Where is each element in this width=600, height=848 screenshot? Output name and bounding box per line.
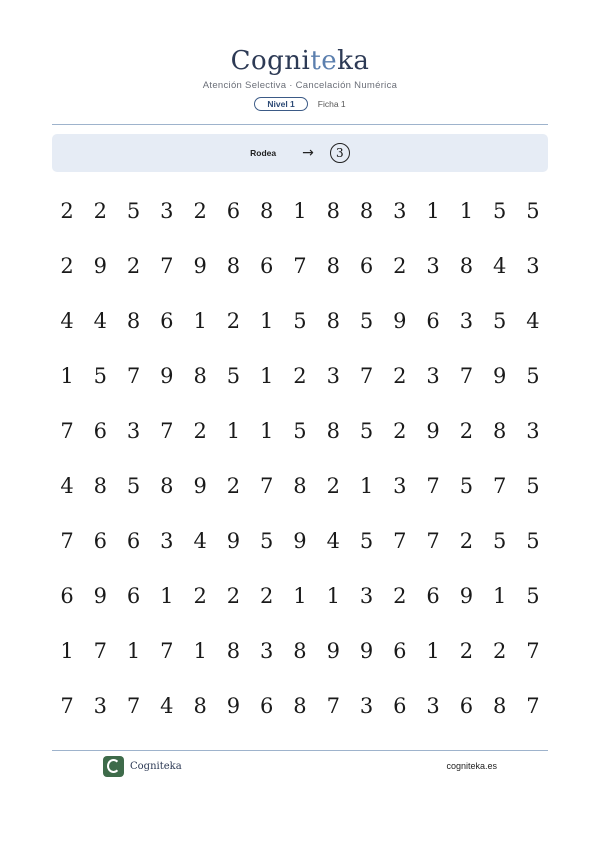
grid-digit[interactable]: 1 <box>293 199 307 223</box>
grid-digit[interactable]: 9 <box>326 639 340 663</box>
grid-digit[interactable]: 8 <box>93 474 107 498</box>
grid-digit[interactable]: 7 <box>60 694 74 718</box>
grid-digit[interactable]: 6 <box>126 529 141 553</box>
grid-digit[interactable]: 2 <box>459 419 474 443</box>
grid-digit[interactable]: 8 <box>293 694 307 718</box>
grid-digit[interactable]: 2 <box>226 584 241 608</box>
grid-digit[interactable]: 6 <box>459 694 474 718</box>
grid-digit[interactable]: 2 <box>260 584 274 608</box>
grid-digit[interactable]: 1 <box>60 639 74 663</box>
grid-digit[interactable]: 1 <box>293 584 307 608</box>
grid-digit[interactable]: 7 <box>260 474 274 498</box>
grid-digit[interactable]: 3 <box>126 419 141 443</box>
grid-digit[interactable]: 9 <box>193 474 207 498</box>
grid-digit[interactable]: 7 <box>160 419 174 443</box>
footer-url[interactable]: cogniteka.es <box>446 761 497 771</box>
grid-digit[interactable]: 9 <box>93 584 107 608</box>
grid-digit[interactable]: 6 <box>93 419 107 443</box>
grid-digit[interactable]: 2 <box>193 199 207 223</box>
grid-digit[interactable]: 4 <box>193 529 207 553</box>
level-badge: Nivel 1 <box>254 97 307 111</box>
grid-digit[interactable]: 9 <box>459 584 474 608</box>
grid-digit[interactable]: 8 <box>226 639 241 663</box>
arrow-right-icon: → <box>302 145 314 161</box>
grid-digit[interactable]: 9 <box>426 419 440 443</box>
grid-digit[interactable]: 4 <box>160 694 174 718</box>
grid-digit[interactable]: 2 <box>93 199 107 223</box>
grid-digit[interactable]: 5 <box>526 584 540 608</box>
grid-digit[interactable]: 5 <box>93 364 107 388</box>
grid-digit[interactable]: 5 <box>126 474 141 498</box>
grid-digit[interactable]: 3 <box>426 364 440 388</box>
grid-digit[interactable]: 6 <box>359 254 374 278</box>
sheet-label: Ficha 1 <box>317 99 346 109</box>
grid-row <box>52 572 548 627</box>
grid-digit[interactable]: 2 <box>193 584 207 608</box>
grid-digit[interactable]: 5 <box>359 419 374 443</box>
grid-digit[interactable]: 9 <box>226 694 241 718</box>
grid-digit[interactable]: 8 <box>160 474 174 498</box>
grid-digit[interactable]: 2 <box>226 309 241 333</box>
brand-title <box>0 46 600 76</box>
grid-digit[interactable]: 8 <box>359 199 374 223</box>
grid-digit[interactable]: 7 <box>326 694 340 718</box>
footer <box>103 753 503 779</box>
grid-digit[interactable]: 3 <box>160 199 174 223</box>
grid-digit[interactable]: 2 <box>326 474 340 498</box>
grid-digit[interactable]: 6 <box>426 309 440 333</box>
grid-digit[interactable]: 1 <box>160 584 174 608</box>
grid-digit[interactable]: 1 <box>260 309 274 333</box>
grid-row <box>52 352 548 407</box>
grid-digit[interactable]: 3 <box>359 584 374 608</box>
grid-digit[interactable]: 5 <box>359 309 374 333</box>
grid-digit[interactable]: 6 <box>126 584 141 608</box>
grid-digit[interactable]: 8 <box>326 254 340 278</box>
grid-digit[interactable]: 1 <box>193 309 207 333</box>
grid-digit[interactable]: 3 <box>160 529 174 553</box>
grid-digit[interactable]: 4 <box>60 309 74 333</box>
grid-digit[interactable]: 1 <box>459 199 474 223</box>
logo-icon <box>103 756 124 777</box>
grid-digit[interactable]: 4 <box>326 529 340 553</box>
grid-digit[interactable]: 1 <box>359 474 374 498</box>
grid-digit[interactable]: 6 <box>426 584 440 608</box>
grid-digit[interactable]: 7 <box>293 254 307 278</box>
grid-digit[interactable]: 2 <box>393 419 407 443</box>
grid-digit[interactable]: 9 <box>193 254 207 278</box>
grid-digit[interactable]: 3 <box>526 254 540 278</box>
grid-digit[interactable]: 2 <box>126 254 141 278</box>
grid-digit[interactable]: 1 <box>260 419 274 443</box>
grid-digit[interactable]: 1 <box>126 639 141 663</box>
grid-digit[interactable]: 6 <box>60 584 74 608</box>
grid-digit[interactable]: 8 <box>326 419 340 443</box>
grid-digit[interactable]: 7 <box>160 254 174 278</box>
grid-digit[interactable]: 5 <box>226 364 241 388</box>
bottom-divider <box>52 750 548 751</box>
grid-digit[interactable]: 8 <box>459 254 474 278</box>
grid-digit[interactable]: 3 <box>359 694 374 718</box>
grid-digit[interactable]: 2 <box>193 419 207 443</box>
grid-digit[interactable]: 2 <box>492 639 507 663</box>
grid-digit[interactable]: 6 <box>260 254 274 278</box>
grid-digit[interactable]: 1 <box>260 364 274 388</box>
grid-digit[interactable]: 5 <box>260 529 274 553</box>
grid-digit[interactable]: 8 <box>293 639 307 663</box>
grid-row <box>52 187 548 242</box>
instruction-label: Rodea <box>250 148 277 158</box>
footer-brand: Cogniteka <box>130 760 182 772</box>
grid-digit[interactable]: 6 <box>393 694 407 718</box>
grid-digit[interactable]: 5 <box>359 529 374 553</box>
grid-digit[interactable]: 8 <box>326 309 340 333</box>
grid-digit[interactable]: 2 <box>459 529 474 553</box>
grid-row <box>52 407 548 462</box>
grid-digit[interactable]: 5 <box>526 199 540 223</box>
grid-digit[interactable]: 8 <box>293 474 307 498</box>
grid-row <box>52 682 548 737</box>
grid-row <box>52 462 548 517</box>
grid-digit[interactable]: 5 <box>492 199 507 223</box>
grid-digit[interactable]: 4 <box>60 474 74 498</box>
grid-digit[interactable]: 1 <box>426 639 440 663</box>
digit-grid <box>52 187 548 737</box>
grid-digit[interactable]: 2 <box>393 254 407 278</box>
grid-digit[interactable]: 1 <box>60 364 74 388</box>
grid-digit[interactable]: 2 <box>393 584 407 608</box>
grid-digit[interactable]: 1 <box>226 419 241 443</box>
grid-digit[interactable]: 7 <box>492 474 507 498</box>
grid-digit[interactable]: 7 <box>426 529 440 553</box>
grid-digit[interactable]: 1 <box>326 584 340 608</box>
grid-digit[interactable]: 7 <box>459 364 474 388</box>
tagline <box>0 97 600 111</box>
grid-digit[interactable]: 2 <box>393 364 407 388</box>
grid-digit[interactable]: 8 <box>492 694 507 718</box>
grid-digit[interactable]: 6 <box>93 529 107 553</box>
grid-row <box>52 297 548 352</box>
grid-digit[interactable]: 3 <box>393 199 407 223</box>
instruction-box <box>52 134 548 172</box>
grid-digit[interactable]: 9 <box>293 529 307 553</box>
grid-digit[interactable]: 2 <box>60 199 74 223</box>
grid-digit[interactable]: 9 <box>359 639 374 663</box>
target-digit: 3 <box>330 143 350 163</box>
grid-digit[interactable]: 1 <box>426 199 440 223</box>
grid-digit[interactable]: 2 <box>293 364 307 388</box>
grid-digit[interactable]: 5 <box>492 309 507 333</box>
grid-digit[interactable]: 3 <box>326 364 340 388</box>
grid-digit[interactable]: 7 <box>526 694 540 718</box>
grid-digit[interactable]: 8 <box>193 364 207 388</box>
subtitle: Atención Selectiva · Cancelación Numérica <box>202 80 398 91</box>
grid-digit[interactable]: 8 <box>326 199 340 223</box>
grid-digit[interactable]: 5 <box>293 419 307 443</box>
grid-digit[interactable]: 5 <box>526 529 540 553</box>
grid-digit[interactable]: 7 <box>393 529 407 553</box>
grid-digit[interactable]: 7 <box>160 639 174 663</box>
grid-digit[interactable]: 3 <box>426 254 440 278</box>
grid-digit[interactable]: 7 <box>60 529 74 553</box>
brand-part-2: ka <box>337 46 370 76</box>
grid-digit[interactable]: 4 <box>93 309 107 333</box>
grid-digit[interactable]: 4 <box>526 309 540 333</box>
grid-digit[interactable]: 8 <box>492 419 507 443</box>
grid-digit[interactable]: 8 <box>126 309 141 333</box>
grid-row <box>52 517 548 572</box>
top-divider <box>52 124 548 125</box>
grid-digit[interactable]: 8 <box>260 199 274 223</box>
grid-digit[interactable]: 2 <box>60 254 74 278</box>
grid-digit[interactable]: 5 <box>293 309 307 333</box>
grid-digit[interactable]: 2 <box>459 639 474 663</box>
grid-digit[interactable]: 7 <box>60 419 74 443</box>
grid-row <box>52 242 548 297</box>
grid-digit[interactable]: 7 <box>359 364 374 388</box>
grid-digit[interactable]: 3 <box>93 694 107 718</box>
grid-digit[interactable]: 7 <box>126 694 141 718</box>
grid-digit[interactable]: 1 <box>193 639 207 663</box>
grid-digit[interactable]: 9 <box>393 309 407 333</box>
grid-digit[interactable]: 2 <box>226 474 241 498</box>
grid-digit[interactable]: 4 <box>492 254 507 278</box>
grid-digit[interactable]: 3 <box>426 694 440 718</box>
grid-digit[interactable]: 6 <box>160 309 174 333</box>
grid-digit[interactable]: 7 <box>126 364 141 388</box>
grid-digit[interactable]: 5 <box>126 199 141 223</box>
grid-digit[interactable]: 3 <box>260 639 274 663</box>
brand-part-accent: te <box>310 46 338 76</box>
brand-part-1: Cogni <box>230 46 311 76</box>
grid-digit[interactable]: 9 <box>226 529 241 553</box>
grid-digit[interactable]: 3 <box>459 309 474 333</box>
grid-digit[interactable]: 9 <box>492 364 507 388</box>
grid-digit[interactable]: 6 <box>260 694 274 718</box>
grid-digit[interactable]: 9 <box>160 364 174 388</box>
grid-digit[interactable]: 3 <box>393 474 407 498</box>
grid-digit[interactable]: 3 <box>526 419 540 443</box>
grid-digit[interactable]: 8 <box>226 254 241 278</box>
grid-digit[interactable]: 5 <box>459 474 474 498</box>
grid-digit[interactable]: 9 <box>93 254 107 278</box>
grid-digit[interactable]: 8 <box>193 694 207 718</box>
grid-digit[interactable]: 7 <box>426 474 440 498</box>
grid-digit[interactable]: 5 <box>526 364 540 388</box>
grid-digit[interactable]: 5 <box>492 529 507 553</box>
grid-digit[interactable]: 6 <box>393 639 407 663</box>
grid-digit[interactable]: 6 <box>226 199 241 223</box>
grid-digit[interactable]: 5 <box>526 474 540 498</box>
grid-digit[interactable]: 1 <box>492 584 507 608</box>
grid-row <box>52 627 548 682</box>
grid-digit[interactable]: 7 <box>93 639 107 663</box>
grid-digit[interactable]: 7 <box>526 639 540 663</box>
